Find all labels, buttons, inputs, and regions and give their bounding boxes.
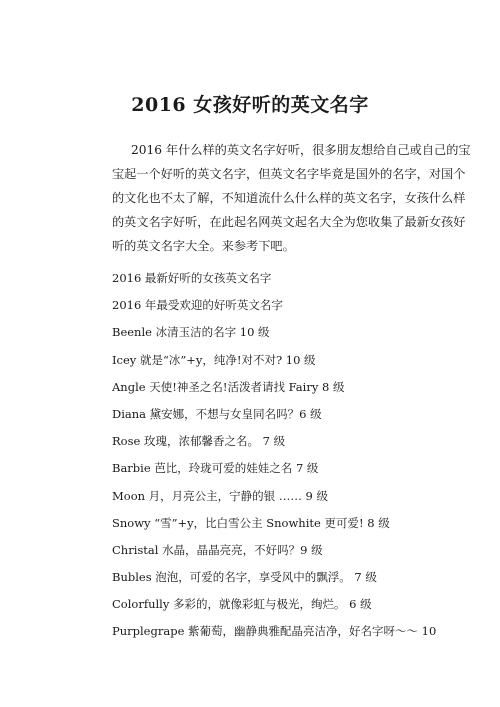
list-item: Rose 玫瑰，浓郁馨香之名。 7 级 xyxy=(112,434,286,449)
list-item: Barbie 芭比，玲珑可爱的娃娃之名 7 级 xyxy=(112,461,319,476)
intro-line: 宝起一个好听的英文名字，但英文名字毕竟是国外的名字，对国个 xyxy=(112,167,466,181)
intro-line: 的英文名字好听，在此起名网英文起名大全为您收集了最新女孩好 xyxy=(112,215,466,229)
list-item: Purplegrape 紫葡萄，幽静典雅配晶亮洁净，好名字呀～～ 10 xyxy=(112,624,437,639)
list-item: Moon 月，月亮公主，宁静的银 …… 9 级 xyxy=(112,488,328,503)
list-item: Bubles 泡泡，可爱的名字，享受风中的飘浮。 7 级 xyxy=(112,570,377,585)
list-item: Christal 水晶，晶晶亮亮，不好吗？9 级 xyxy=(112,542,323,557)
name-list xyxy=(112,270,442,651)
list-item: Icey 就是“冰”+y，纯净!对不对? 10 级 xyxy=(112,352,316,367)
list-item: 2016 最新好听的女孩英文名字 xyxy=(112,271,272,285)
document-title: 2016 女孩好听的英文名字 xyxy=(131,94,369,116)
intro-line: 听的英文名字大全。来参考下吧。 xyxy=(112,239,295,253)
list-item: Angle 天使!神圣之名!活泼者请找 Fairy 8 级 xyxy=(112,379,345,394)
list-item: Diana 黛安娜，不想与女皇同名吗？6 级 xyxy=(112,406,322,421)
list-item: Beenle 冰清玉洁的名字 10 级 xyxy=(112,325,270,340)
list-item: Snowy “雪”+y，比白雪公主 Snowhite 更可爱! 8 级 xyxy=(112,515,390,530)
list-item: 2016 年最受欢迎的好听英文名字 xyxy=(112,298,283,313)
intro-line: 2016 年什么样的英文名字好听，很多朋友想给自己或自己的宝 xyxy=(131,143,471,157)
intro-line: 的文化也不太了解，不知道流什么什么样的英文名字，女孩什么样 xyxy=(112,191,466,205)
list-item: Colorfully 多彩的，就像彩虹与极光，绚烂。 6 级 xyxy=(112,597,372,612)
